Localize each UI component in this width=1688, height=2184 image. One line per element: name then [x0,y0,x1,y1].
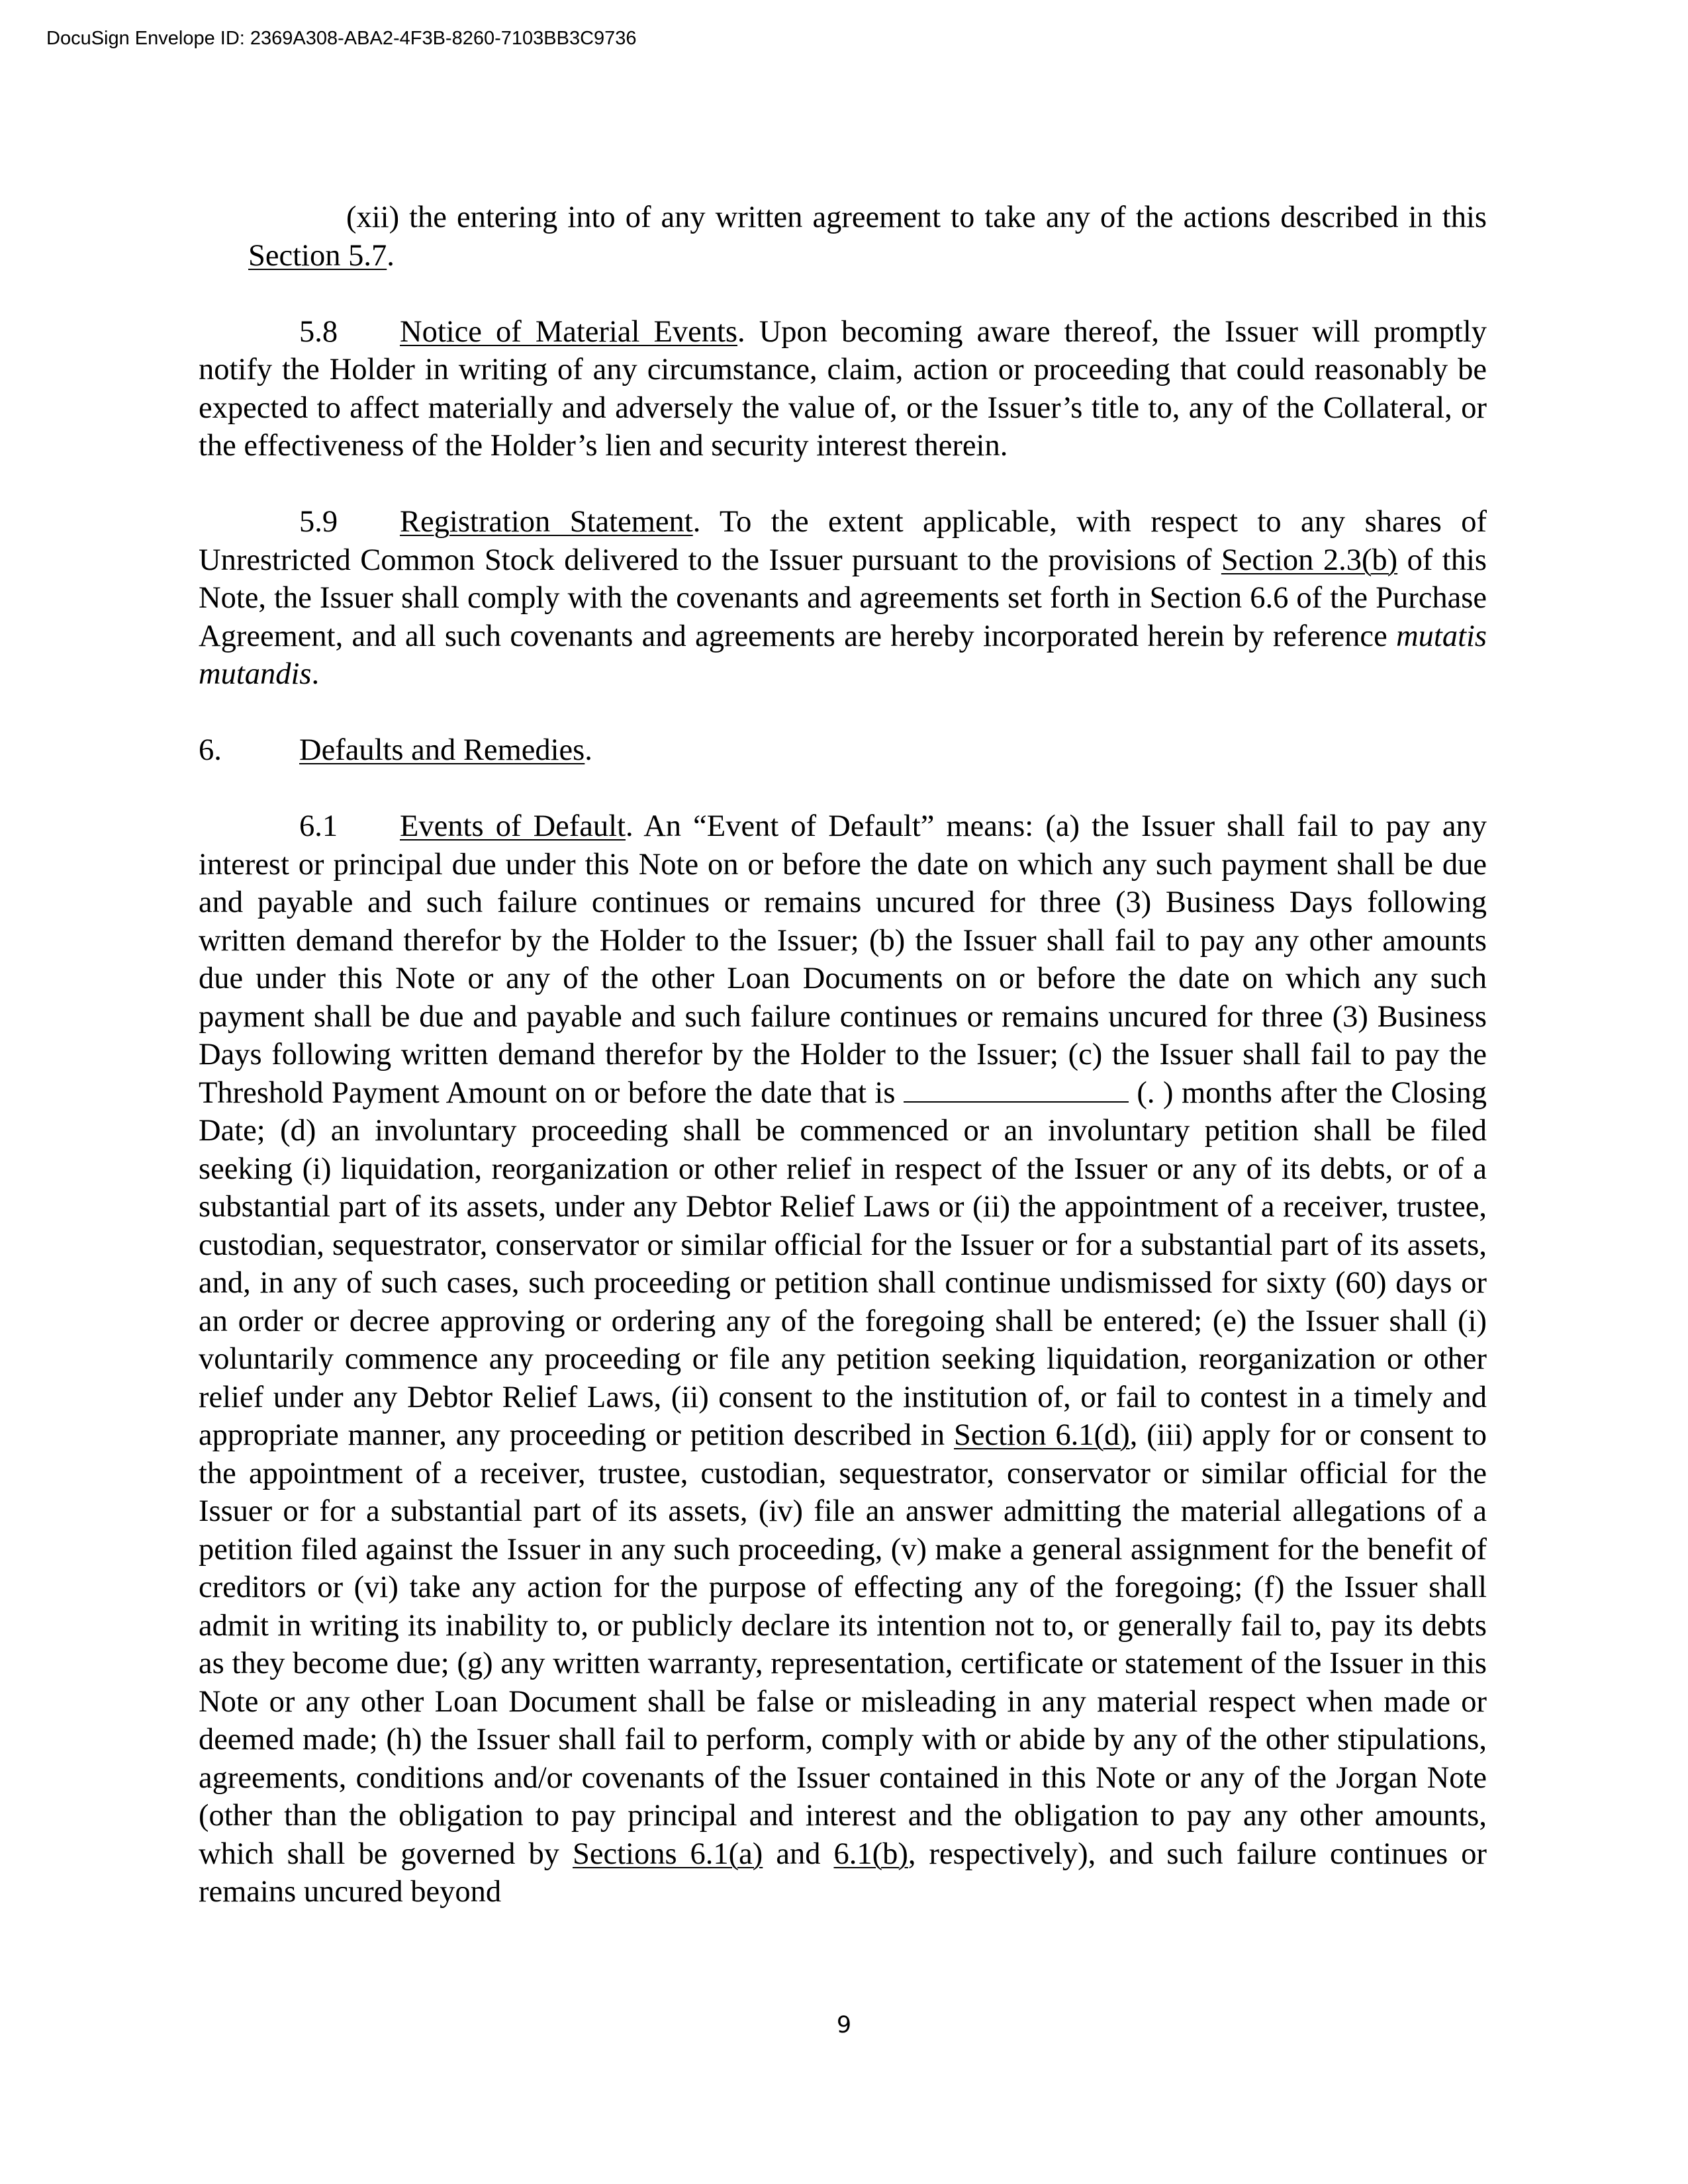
section-6 [199,731,1487,770]
docusign-envelope-id: DocuSign Envelope ID: 2369A308-ABA2-4F3B-8260-7103BB3C9736 [46,28,637,49]
section-5-9 [199,503,1487,694]
section-6-1d-link: Section 6.1(d) [954,1418,1130,1452]
mutatis-mutandis: mutatis mutandis [199,619,1487,691]
paragraph-xii [199,199,1487,275]
xii-text-1: (xii) the entering into of any written agreement to take any of the actions described in this [346,201,1487,234]
page-number: 9 [836,2012,852,2038]
section-6-1-heading: Events of Default [400,809,626,843]
section-5-7-link: Section 5.7 [248,238,387,273]
months-blank-line [904,1075,1129,1103]
section-6-1-text-3: , (iii) apply for or consent to the appointment of a receiver, trustee, custodian, sequestrator, conservator or similar official for the Issuer or for a substantial part of its assets, (iv) file an answer admitting the material allegations of a petition filed against the Issuer in any such proceeding, (v) make a general assignment for the benefit of creditors or (vi) take any action for the purpose of effecting any of the foregoing; (f) the Issuer shall admit in writing its inability to, or publicly declare its intention not to, or generally fail to, pay its debts as they become due; (g) any written warranty, representation, certificate or statement of the Issuer in this Note or any other Loan Document shall be false or misleading in any material respect when made or deemed made; (h) the Issuer shall fail to perform, comply with or abide by any of the other stipulations, agreements, conditions and/or covenants of the Issuer contained in this Note or any of the Jorgan Note (other than the obligation to pay principal and interest and the obligation to pay any other amounts, which shall be governed by [199,1418,1487,1871]
section-6-1-text-5: , respectively), and such failure continues or remains uncured beyond [199,1837,1487,1909]
section-2-3b-link: Section 2.3(b) [1221,543,1398,577]
section-5-9-number: 5.9 [299,505,338,539]
section-5-9-text-1: . To the extent applicable, with respect to any shares of Unrestricted Common Stock delivered to the Issuer pursuant to the provisions of [199,505,1487,577]
section-5-8-number: 5.8 [299,314,338,349]
section-6-1-text-2: (. ) months after the Closing Date; (d) an involuntary proceeding shall be commenced or an involuntary petition shall be filed seeking (i) liquidation, reorganization or other relief in respect of the Issuer or any of its debts, or of a substantial part of its assets, under any Debtor Relief Laws or (ii) the appointment of a receiver, trustee, custodian, sequestrator, conservator or similar official for the Issuer or for a substantial part of its assets, and, in any of such cases, such proceeding or petition shall continue undismissed for sixty (60) days or an order or decree approving or ordering any of the foregoing shall be entered; (e) the Issuer shall (i) voluntarily commence any proceeding or file any petition seeking liquidation, reorganization or other relief under any Debtor Relief Laws, (ii) consent to the institution of, or fail to contest in a timely and appropriate manner, any proceeding or petition described in [199,1075,1487,1452]
section-6-heading: Defaults and Remedies [299,733,585,767]
section-6-1b-link: 6.1(b) [833,1837,908,1871]
section-5-8-heading: Notice of Material Events [400,314,738,349]
xii-text-2: . [387,238,395,273]
section-6-1-number: 6.1 [299,809,338,843]
section-5-8-text: . Upon becoming aware thereof, the Issuer will promptly notify the Holder in writing of any circumstance, claim, action or proceeding that could reasonably be expected to affect materially and adversely the value of, or the Issuer’s title to, any of the Collateral, or the effectiveness of the Holder’s lien and security interest therein. [199,314,1487,463]
section-5-9-heading: Registration Statement [400,505,693,539]
section-5-8 [199,313,1487,465]
section-6-text: . [585,733,592,767]
document-body [199,199,1487,1911]
section-5-9-text-2: of this Note, the Issuer shall comply with the covenants and agreements set forth in Section 6.6 of the Purchase Agreement, and all such covenants and agreements are hereby incorporated herein by reference [199,543,1487,653]
section-6-1-text-1: . An “Event of Default” means: (a) the Issuer shall fail to pay any interest or principal due under this Note on or before the date on which any such payment shall be due and payable and such failure continues or remains uncured for three (3) Business Days following written demand therefor by the Holder to the Issuer; (b) the Issuer shall fail to pay any other amounts due under this Note or any of the other Loan Documents on or before the date on which any such payment shall be due and payable and such failure continues or remains uncured for three (3) Business Days following written demand therefor by the Holder to the Issuer; (c) the Issuer shall fail to pay the Threshold Payment Amount on or before the date that is [199,809,1487,1110]
section-5-9-text-3: . [311,657,320,691]
sections-6-1a-link: Sections 6.1(a) [572,1837,763,1871]
section-6-1 [199,807,1487,1911]
section-6-1-text-4: and [763,1837,834,1871]
section-6-number: 6. [199,733,222,767]
